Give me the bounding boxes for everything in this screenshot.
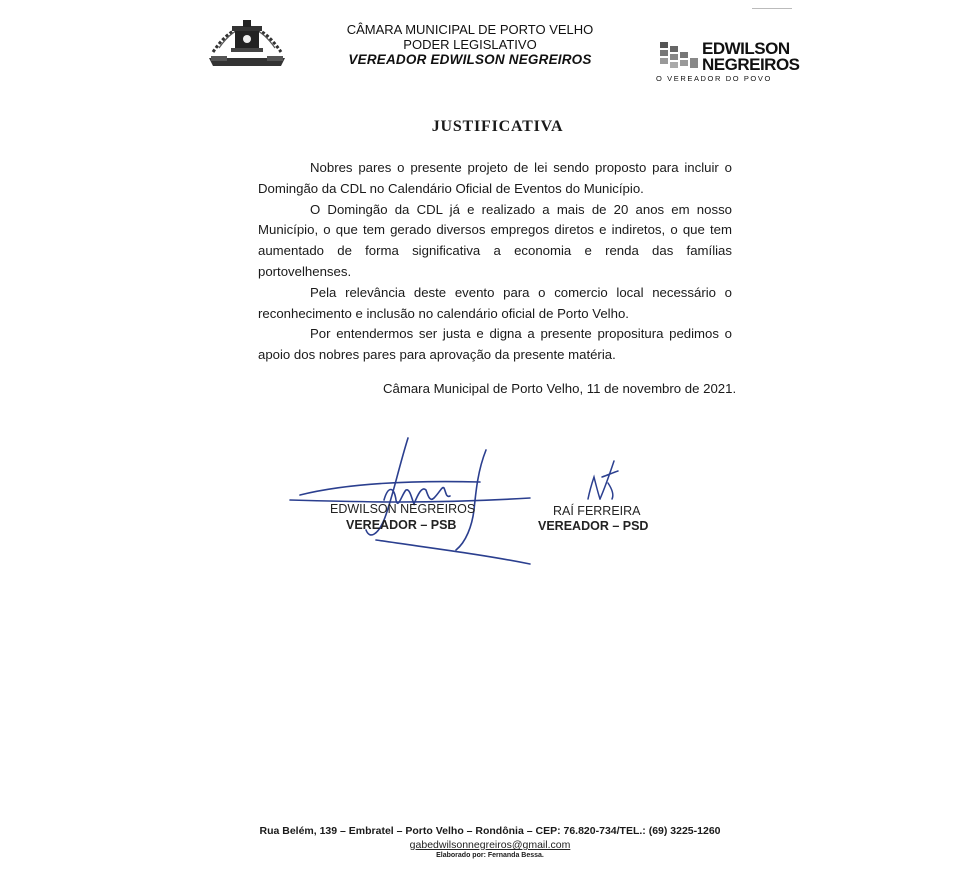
signatory-1-name: EDWILSON NEGREIROS [330, 502, 476, 516]
paragraph-2: O Domingão da CDL já e realizado a mais de 20 anos em nosso Município, o que tem gerado diversos empregos diretos e indiretos, o que tem aumentado de forma significativa a economia e renda das famílias portovelhenses. [258, 201, 732, 279]
signatory-2-role: VEREADOR – PSD [538, 519, 649, 533]
building-bars-icon [658, 40, 700, 72]
top-rule [752, 8, 792, 9]
footer-prepared-by: Elaborado por: Fernanda Bessa. [436, 852, 544, 859]
footer-address: Rua Belém, 139 – Embratel – Porto Velho – Rondônia – CEP: 76.820-734/TEL.: (69) 3225-1260 [259, 825, 721, 837]
signature-edwilson [280, 430, 550, 570]
dateline: Câmara Municipal de Porto Velho, 11 de novembro de 2021. [383, 381, 737, 396]
paragraph-3: Pela relevância deste evento para o comercio local necessário o reconhecimento e inclusão no calendário oficial de Porto Velho. [258, 284, 732, 321]
paragraph-1: Nobres pares o presente projeto de lei sendo proposto para incluir o Domingão da CDL no Calendário Oficial de Eventos do Município. [258, 160, 732, 196]
brand-name [702, 41, 800, 73]
document-body [258, 158, 732, 366]
brand-name-line2: NEGREIROS [702, 55, 800, 74]
footer-email-link[interactable]: gabedwilsonnegreiros@gmail.com [409, 839, 571, 851]
brand-logo [656, 39, 800, 88]
letterhead-councilor: VEREADOR EDWILSON NEGREIROS [348, 52, 592, 67]
brand-tagline: O VEREADOR DO POVO [656, 74, 772, 83]
letterhead [300, 22, 640, 67]
paragraph-4: Por entendermos ser justa e digna a presente propositura pedimos o apoio dos nobres pares para aprovação da presente matéria. [258, 326, 732, 363]
signatory-1-role: VEREADOR – PSB [346, 518, 457, 532]
letterhead-institution: CÂMARA MUNICIPAL DE PORTO VELHO [346, 22, 594, 37]
footer-email[interactable] [0, 839, 960, 851]
signature-rai-icon [578, 455, 628, 505]
document-title: JUSTIFICATIVA [431, 118, 564, 135]
brand-name-line1: EDWILSON [702, 39, 790, 58]
signatory-2-name: RAÍ FERREIRA [553, 504, 641, 518]
municipal-seal-icon [205, 8, 289, 74]
letterhead-branch: PODER LEGISLATIVO [403, 37, 537, 52]
